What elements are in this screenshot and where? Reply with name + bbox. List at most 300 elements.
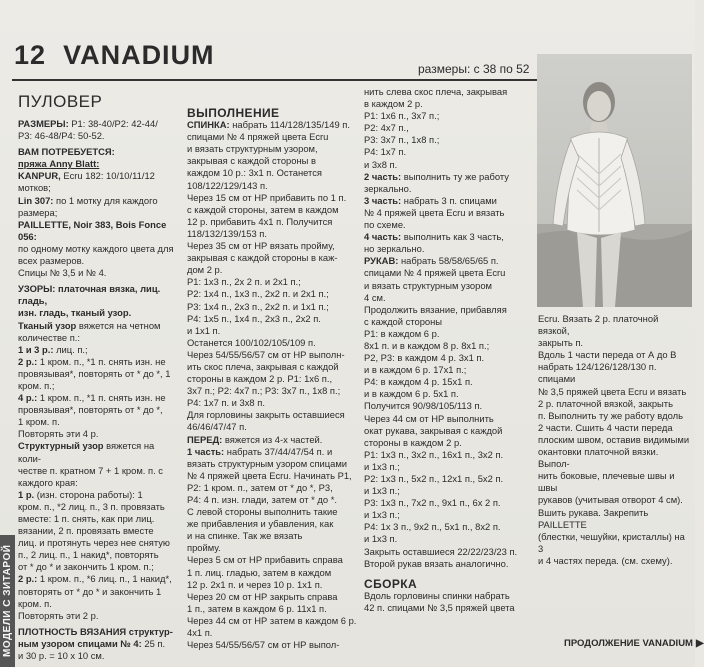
text-line xyxy=(187,180,357,192)
text-run: и 1x3 п.; xyxy=(364,485,400,497)
text-run: Р3: 46-48/Р4: 50-52. xyxy=(18,130,105,142)
text-line xyxy=(187,615,357,639)
text-run: 12 р. 2x1 п. и через 10 р. 1x1 п. xyxy=(187,578,323,590)
text-line xyxy=(364,364,529,376)
bold-run: ным узором спицами № 4: xyxy=(18,637,142,649)
text-line xyxy=(364,219,529,231)
text-line xyxy=(187,240,357,252)
bold-run: Структурный узор xyxy=(18,440,104,452)
text-run: закрывая с каждой стороны в xyxy=(187,155,316,167)
text-line xyxy=(18,320,179,332)
text-line xyxy=(187,192,357,204)
text-line xyxy=(18,195,179,207)
text-line xyxy=(18,170,179,182)
materials-column xyxy=(18,118,179,662)
text-line xyxy=(538,313,691,337)
text-line xyxy=(18,416,179,428)
text-line xyxy=(187,482,357,494)
text-line xyxy=(187,119,357,131)
text-line xyxy=(364,413,529,425)
text-run: всех размеров. xyxy=(18,255,85,267)
text-line xyxy=(18,158,179,170)
text-line xyxy=(364,376,529,388)
text-line xyxy=(364,243,529,255)
text-run: нить слева скос плеча, закрывая xyxy=(364,86,508,97)
text-run: закрывая с каждой стороны в каж- xyxy=(187,252,338,264)
text-run: Продолжить вязание, прибавляя xyxy=(364,303,507,315)
bold-run: KANPUR, xyxy=(18,170,61,182)
bold-run: 2 часть: xyxy=(364,170,402,182)
text-line xyxy=(364,602,529,614)
text-run: стороны в каждом 2 р. Р1: 1x6 п., xyxy=(187,373,333,385)
text-run: набрать 3 п. спицами xyxy=(401,194,497,206)
text-line xyxy=(187,542,357,554)
text-line xyxy=(187,361,357,373)
text-run: кром. п., *2 лиц. п., 3 п. провязать xyxy=(18,500,165,512)
text-line xyxy=(187,434,357,446)
text-line xyxy=(187,252,357,264)
bold-run: изн. гладь, тканый узор. xyxy=(18,307,132,319)
text-line xyxy=(18,267,179,279)
text-line xyxy=(18,307,179,319)
text-line xyxy=(18,501,179,513)
text-run: Р2: 1x3 п., 5x2 п., 12x1 п., 5x2 п. xyxy=(364,473,504,484)
text-line xyxy=(538,555,691,567)
text-line xyxy=(364,304,529,316)
text-run: каждом 10 р.: 3x1 п. Останется xyxy=(187,167,323,179)
bold-run: 4 р.: xyxy=(18,392,38,404)
text-line xyxy=(364,558,529,570)
text-run: С левой стороны выполнить такие xyxy=(187,506,338,518)
text-line xyxy=(18,537,179,549)
text-line xyxy=(538,349,691,361)
text-run: № 3,5 пряжей цвета Ecru и вязать xyxy=(538,385,687,397)
text-run: окантовки платочной вязки. Выпол- xyxy=(538,446,659,470)
text-line xyxy=(187,143,357,155)
text-run: набрать 37/44/47/54 п. и xyxy=(224,445,333,457)
text-run: Через 44 см от НР затем в каждом 6 р. 4x1 п. xyxy=(187,614,357,639)
text-line xyxy=(364,521,529,533)
text-line xyxy=(538,507,691,531)
text-line xyxy=(364,183,529,195)
bold-run: СПИНКА: xyxy=(187,119,230,131)
text-run: и 1x3 п. xyxy=(364,533,398,545)
text-run: (блестки, чешуйки, кристаллы) на 3 xyxy=(538,530,685,554)
text-line xyxy=(18,283,179,307)
text-line xyxy=(187,421,357,433)
text-run: набрать 58/58/65/65 п. xyxy=(398,255,499,267)
text-run: 2 части. Сшить 4 части переда xyxy=(538,421,673,433)
text-run: Получится 90/98/105/113 п. xyxy=(364,400,483,412)
text-line xyxy=(364,546,529,558)
text-line xyxy=(18,440,179,464)
text-line xyxy=(187,204,357,216)
text-line xyxy=(187,228,357,240)
text-line xyxy=(18,219,179,243)
text-run: дом 2 р. xyxy=(187,264,223,276)
text-run: № 4 пряжей цвета Ecru. Начинать Р1, xyxy=(187,469,352,481)
text-line xyxy=(18,118,179,130)
text-line xyxy=(187,313,357,325)
text-run: в каждом 2 р. xyxy=(364,98,423,110)
text-run: кром. п.; xyxy=(18,379,55,391)
text-run: честве п. кратном 7 + 1 кром. п. с xyxy=(18,464,163,476)
text-line xyxy=(18,182,179,194)
text-run: закрыть п. xyxy=(538,337,584,349)
text-run: выполнить как 3 часть, xyxy=(401,231,504,243)
text-line xyxy=(18,428,179,440)
text-line xyxy=(187,409,357,421)
text-run: зеркально. xyxy=(364,182,412,194)
text-run: Р2: 1x4 п., 1x3 п., 2x2 п. и 2x1 п.; xyxy=(187,288,329,300)
text-line xyxy=(18,404,179,416)
text-run: лиц. п.; xyxy=(53,343,88,355)
text-line xyxy=(18,513,179,525)
assembly-heading: СБОРКА xyxy=(364,576,418,591)
text-line xyxy=(187,337,357,349)
bold-run: 1 и 3 р.: xyxy=(18,343,54,355)
text-run: Р2: 4x7 п., xyxy=(364,122,409,134)
text-run: Останется 100/102/105/109 п. xyxy=(187,336,316,348)
text-run: с каждой стороны xyxy=(364,315,443,327)
text-line xyxy=(18,586,179,598)
text-run: плоским швом, оставив видимыми xyxy=(538,433,690,445)
text-run: Р2: 1 кром. п., затем от * до *, Р3, xyxy=(187,481,333,493)
text-run: и 4 частях переда. (см. схему). xyxy=(538,554,673,566)
text-run: и 3x8 п. xyxy=(364,158,398,170)
text-line xyxy=(364,437,529,449)
bold-run: РУКАВ: xyxy=(364,255,399,267)
assembly-column xyxy=(538,313,691,567)
text-line xyxy=(364,473,529,485)
text-line xyxy=(538,410,691,422)
text-line xyxy=(18,344,179,356)
text-run: с каждой стороны, затем в каждом xyxy=(187,203,339,215)
text-line xyxy=(187,603,357,615)
instructions-heading: ВЫПОЛНЕНИЕ xyxy=(187,106,280,120)
text-run: 1 кром. п., *6 лиц. п., 1 накид*, xyxy=(37,573,172,585)
text-run: 12 р. прибавить 4x1 п. Получится xyxy=(187,215,333,227)
text-line xyxy=(538,434,691,446)
text-run: вместе: 1 п. снять, как при лиц. xyxy=(18,513,155,524)
text-run: 4 см. xyxy=(364,291,386,303)
text-run: и 1x3 п.; xyxy=(364,509,400,521)
text-line xyxy=(364,497,529,509)
text-line xyxy=(538,531,691,555)
text-run: по 1 мотку для каждого xyxy=(53,194,158,206)
text-line xyxy=(187,216,357,228)
text-line xyxy=(187,470,357,482)
text-line xyxy=(18,146,179,158)
text-run: (изн. сторона работы): 1 xyxy=(34,488,143,500)
text-line xyxy=(187,530,357,542)
text-line xyxy=(187,639,357,651)
text-run: размера; xyxy=(18,206,58,218)
text-run: вязании, 2 п. провязать вместе xyxy=(18,525,154,537)
text-run: Р1: 1x3 п., 3x2 п., 16x1 п., 3x2 п. xyxy=(364,448,504,460)
text-line xyxy=(364,195,529,207)
text-line xyxy=(364,485,529,497)
text-run: Через 44 см от НР выполнить xyxy=(364,412,494,424)
text-run: Р3: 1x4 п., 2x3 п., 2x2 п. и 1x1 п.; xyxy=(187,300,329,312)
text-line xyxy=(364,352,529,364)
text-run: 108/122/129/143 п. xyxy=(187,179,268,191)
text-run: вяжется на коли- xyxy=(18,440,155,464)
text-line xyxy=(364,255,529,267)
text-line xyxy=(18,207,179,219)
text-run: № 4 пряжей цвета Ecru и вязать xyxy=(364,206,505,218)
text-run: 3x7 п.; Р2: 4x7 п.; Р3: 3x7 п., 1x8 п.; xyxy=(187,385,341,397)
bold-run: ПЛОТНОСТЬ ВЯЗАНИЯ структур- xyxy=(18,625,173,637)
text-run: выполнить ту же работу xyxy=(401,170,509,182)
text-line xyxy=(364,134,529,146)
text-run: Вдоль горловины спинки набрать xyxy=(364,589,510,601)
text-run: Второй рукав вязать аналогично. xyxy=(364,557,509,569)
underlined-run: пряжа Anny Blatt: xyxy=(18,158,100,170)
text-run: кром. п. xyxy=(18,597,52,609)
text-run: п. Выполнить ту же работу вдоль xyxy=(538,409,684,421)
text-line xyxy=(364,388,529,400)
text-run: 8x1 п. и в каждом 8 р. 8x1 п.; xyxy=(364,339,490,351)
text-line xyxy=(187,301,357,313)
pattern-name: VANADIUM xyxy=(63,40,215,70)
text-run: Р3: 3x7 п., 1x8 п.; xyxy=(364,134,440,146)
text-line xyxy=(18,380,179,392)
text-run: 2 р. платочной вязкой, закрыть xyxy=(538,397,673,409)
text-run: стороны в каждом 2 р. xyxy=(364,436,462,448)
text-line xyxy=(18,243,179,255)
text-line xyxy=(364,98,529,110)
text-run: Р4: 1x 3 п., 9x2 п., 5x1 п., 8x2 п. xyxy=(364,521,501,533)
pattern-number: 12 xyxy=(14,40,47,70)
text-line xyxy=(364,171,529,183)
text-line xyxy=(364,533,529,545)
text-line xyxy=(187,554,357,566)
text-run: и вязать структурным узором, xyxy=(187,143,318,155)
text-run: Спицы № 3,5 и № 4. xyxy=(18,267,107,279)
text-run: Р1: в каждом 6 р. xyxy=(364,327,440,339)
text-run: Р3: 1x3 п., 7x2 п., 9x1 п., 6x 2 п. xyxy=(364,497,501,509)
text-line xyxy=(364,292,529,304)
text-run: спицами № 4 пряжей цвета Ecru xyxy=(364,267,506,279)
text-line xyxy=(187,155,357,167)
text-line xyxy=(538,361,691,385)
text-run: от * до * и закончить 1 кром. п.; xyxy=(18,561,154,573)
text-line xyxy=(18,130,179,142)
text-line xyxy=(187,131,357,143)
bold-run: РАЗМЕРЫ: xyxy=(18,118,69,129)
text-line xyxy=(18,332,179,344)
text-run: провязывая*, повторять от * до *, xyxy=(18,404,163,416)
text-run: лиц. и протянуть через нее снятую xyxy=(18,537,170,549)
text-line xyxy=(18,368,179,380)
text-line xyxy=(18,525,179,537)
text-line xyxy=(187,567,357,579)
bold-run: 2 р.: xyxy=(18,355,38,367)
bold-run: ПЕРЕД: xyxy=(187,433,223,445)
text-run: Для горловины закрыть оставшиеся xyxy=(187,409,345,421)
text-line xyxy=(187,385,357,397)
text-run: 1 кром. п., *1 п. снять изн. не xyxy=(37,392,166,404)
text-run: и 30 р. = 10 x 10 см. xyxy=(18,650,105,662)
text-line xyxy=(364,280,529,292)
text-line xyxy=(187,506,357,518)
sleeve-column xyxy=(364,86,529,614)
text-line xyxy=(364,328,529,340)
text-run: Р2, Р3: в каждом 4 р. 3x1 п. xyxy=(364,352,485,364)
text-run: и 1x3 п.; xyxy=(364,460,400,472)
text-line xyxy=(18,477,179,489)
text-line xyxy=(364,146,529,158)
text-line xyxy=(538,386,691,398)
text-run: 1 кром. п. xyxy=(18,416,60,428)
text-run: 118/132/139/153 п. xyxy=(187,227,267,239)
text-run: пройму. xyxy=(187,542,221,554)
continue-label: ПРОДОЛЖЕНИЕ VANADIUM ▶ xyxy=(564,638,704,649)
text-run: но зеркально. xyxy=(364,243,425,255)
bold-run: 1 р. xyxy=(18,488,35,500)
text-run: же прибавления и убавления, как xyxy=(187,518,334,530)
text-line xyxy=(364,425,529,437)
text-line xyxy=(364,590,529,602)
text-run: Вшить рукава. Закрепить PAILLETTE xyxy=(538,506,649,530)
text-line xyxy=(538,398,691,410)
text-run: 1 п. лиц. гладью, затем в каждом xyxy=(187,566,332,578)
text-line xyxy=(18,392,179,404)
text-line xyxy=(538,422,691,434)
text-run: ить скос плеча, закрывая с каждой xyxy=(187,360,339,372)
text-run: Р1: 1x3 п., 2x 2 п. и 2x1 п.; xyxy=(187,276,301,288)
text-run: Повторять эти 4 р. xyxy=(18,428,99,440)
text-run: 46/46/47/47 п. xyxy=(187,421,247,433)
text-line xyxy=(538,446,691,470)
text-line xyxy=(364,267,529,279)
text-line xyxy=(364,340,529,352)
text-line xyxy=(18,610,179,622)
instructions-column xyxy=(187,107,357,651)
bold-run: ВАМ ПОТРЕБУЕТСЯ: xyxy=(18,146,115,158)
text-line xyxy=(364,122,529,134)
text-run: Через 15 см от НР прибавить по 1 п. xyxy=(187,191,347,203)
text-line xyxy=(187,349,357,361)
text-line xyxy=(187,458,357,470)
text-run: провязывая*, повторять от * до *, 1 xyxy=(18,367,171,379)
text-run: нить боковые, плечевые швы и швы xyxy=(538,470,675,494)
text-line xyxy=(18,255,179,267)
text-run: Р1: 1x6 п., 3x7 п.; xyxy=(364,110,440,122)
text-run: и на спинке. Так же вязать xyxy=(187,530,303,542)
text-line xyxy=(364,509,529,521)
text-run: повторять от * до * и закончить 1 xyxy=(18,585,162,597)
pullover-heading: ПУЛОВЕР xyxy=(18,92,103,111)
text-run: вяжется из 4-х частей. xyxy=(222,433,323,445)
text-line xyxy=(18,626,179,638)
bold-run: PAILLETTE, Noir 383, Bois Fonce 056: xyxy=(18,218,167,242)
text-line xyxy=(18,489,179,501)
text-run: Через 54/55/56/57 см от НР выполн- xyxy=(187,348,345,360)
text-run: спицами № 4 пряжей цвета Ecru xyxy=(187,131,329,143)
text-run: рукавов (учитывая отворот 4 см). xyxy=(538,494,683,506)
text-line xyxy=(364,207,529,219)
text-run: вязать структурным узором спицами xyxy=(187,457,348,469)
text-line xyxy=(18,356,179,368)
bold-run: 2 р.: xyxy=(18,573,38,585)
text-run: 1 кром. п., *1 п. снять изн. не xyxy=(37,355,166,367)
text-line xyxy=(364,400,529,412)
bold-run: Lin 307: xyxy=(18,194,54,206)
model-photo xyxy=(537,54,692,307)
text-run: и вязать структурным узором xyxy=(364,279,492,291)
text-run: Р4: в каждом 4 р. 15x1 п. xyxy=(364,376,473,388)
bold-run: 4 часть: xyxy=(364,231,402,243)
text-line xyxy=(538,494,691,506)
text-line xyxy=(18,465,179,477)
text-line xyxy=(187,325,357,337)
text-line xyxy=(364,461,529,473)
text-line xyxy=(364,316,529,328)
text-run: Р1: 38-40/Р2: 42-44/ xyxy=(68,118,158,129)
sizes-range: размеры: с 38 по 52 xyxy=(418,62,530,76)
text-run: Через 35 см от НР вязать пройму, xyxy=(187,240,335,252)
pattern-title xyxy=(14,40,215,71)
text-run: Р4: 1x7 п. и 3x8 п. xyxy=(187,397,265,409)
text-run: 42 п. спицами № 3,5 пряжей цвета xyxy=(364,601,515,613)
text-line xyxy=(187,446,357,458)
text-run: Р4: 1x5 п., 1x4 п., 2x3 п., 2x2 п. xyxy=(187,312,321,324)
text-run: вяжется на четном xyxy=(76,319,161,331)
text-line xyxy=(18,598,179,610)
text-run: Р4: 4 п. изн. глади, затем от * до *. xyxy=(187,494,337,505)
bold-run: УЗОРЫ: платочная вязка, лиц. гладь, xyxy=(18,283,161,307)
text-line xyxy=(18,573,179,585)
text-line xyxy=(18,638,179,650)
text-run: Вдоль 1 части переда от А до В xyxy=(538,349,677,361)
text-run: Р4: 1x7 п. xyxy=(364,146,407,158)
text-run: каждого края: xyxy=(18,476,78,488)
bold-run: 3 часть: xyxy=(364,194,402,206)
text-run: п., 2 лиц. п., 1 накид*, повторять xyxy=(18,549,159,561)
side-tab: МОДЕЛИ С ЗИТАРОЙ xyxy=(0,535,15,667)
text-line xyxy=(187,276,357,288)
text-run: набрать 114/128/135/149 п. xyxy=(229,119,350,131)
text-line xyxy=(364,231,529,243)
text-line xyxy=(187,518,357,530)
text-run: Через 54/55/56/57 см от НР выпол- xyxy=(187,639,340,651)
text-run: 25 п. xyxy=(141,637,166,649)
text-line xyxy=(187,373,357,385)
text-line xyxy=(538,337,691,349)
text-line xyxy=(18,561,179,573)
text-line xyxy=(18,650,179,662)
text-run: Ecru 182: 10/10/11/12 xyxy=(60,170,155,182)
bold-run: Тканый узор xyxy=(18,319,77,331)
text-run: и в каждом 6 р. 17x1 п.; xyxy=(364,364,467,376)
text-run: окат рукава, закрывая с каждой xyxy=(364,424,503,436)
text-run: Через 5 см от НР прибавить справа xyxy=(187,554,343,566)
text-line xyxy=(187,264,357,276)
text-line xyxy=(187,579,357,591)
text-line xyxy=(187,494,357,506)
text-run: 1 п., затем в каждом 6 р. 11x1 п. xyxy=(187,602,327,614)
text-line xyxy=(187,288,357,300)
text-line xyxy=(364,159,529,171)
text-run: по одному мотку каждого цвета для xyxy=(18,242,174,254)
text-run: Ecru. Вязать 2 р. платочной вязкой, xyxy=(538,313,659,337)
text-run: Через 20 см от НР закрыть справа xyxy=(187,590,338,602)
text-line xyxy=(18,549,179,561)
text-run: Закрыть оставшиеся 22/22/23/23 п. xyxy=(364,545,518,557)
text-line xyxy=(364,86,529,98)
